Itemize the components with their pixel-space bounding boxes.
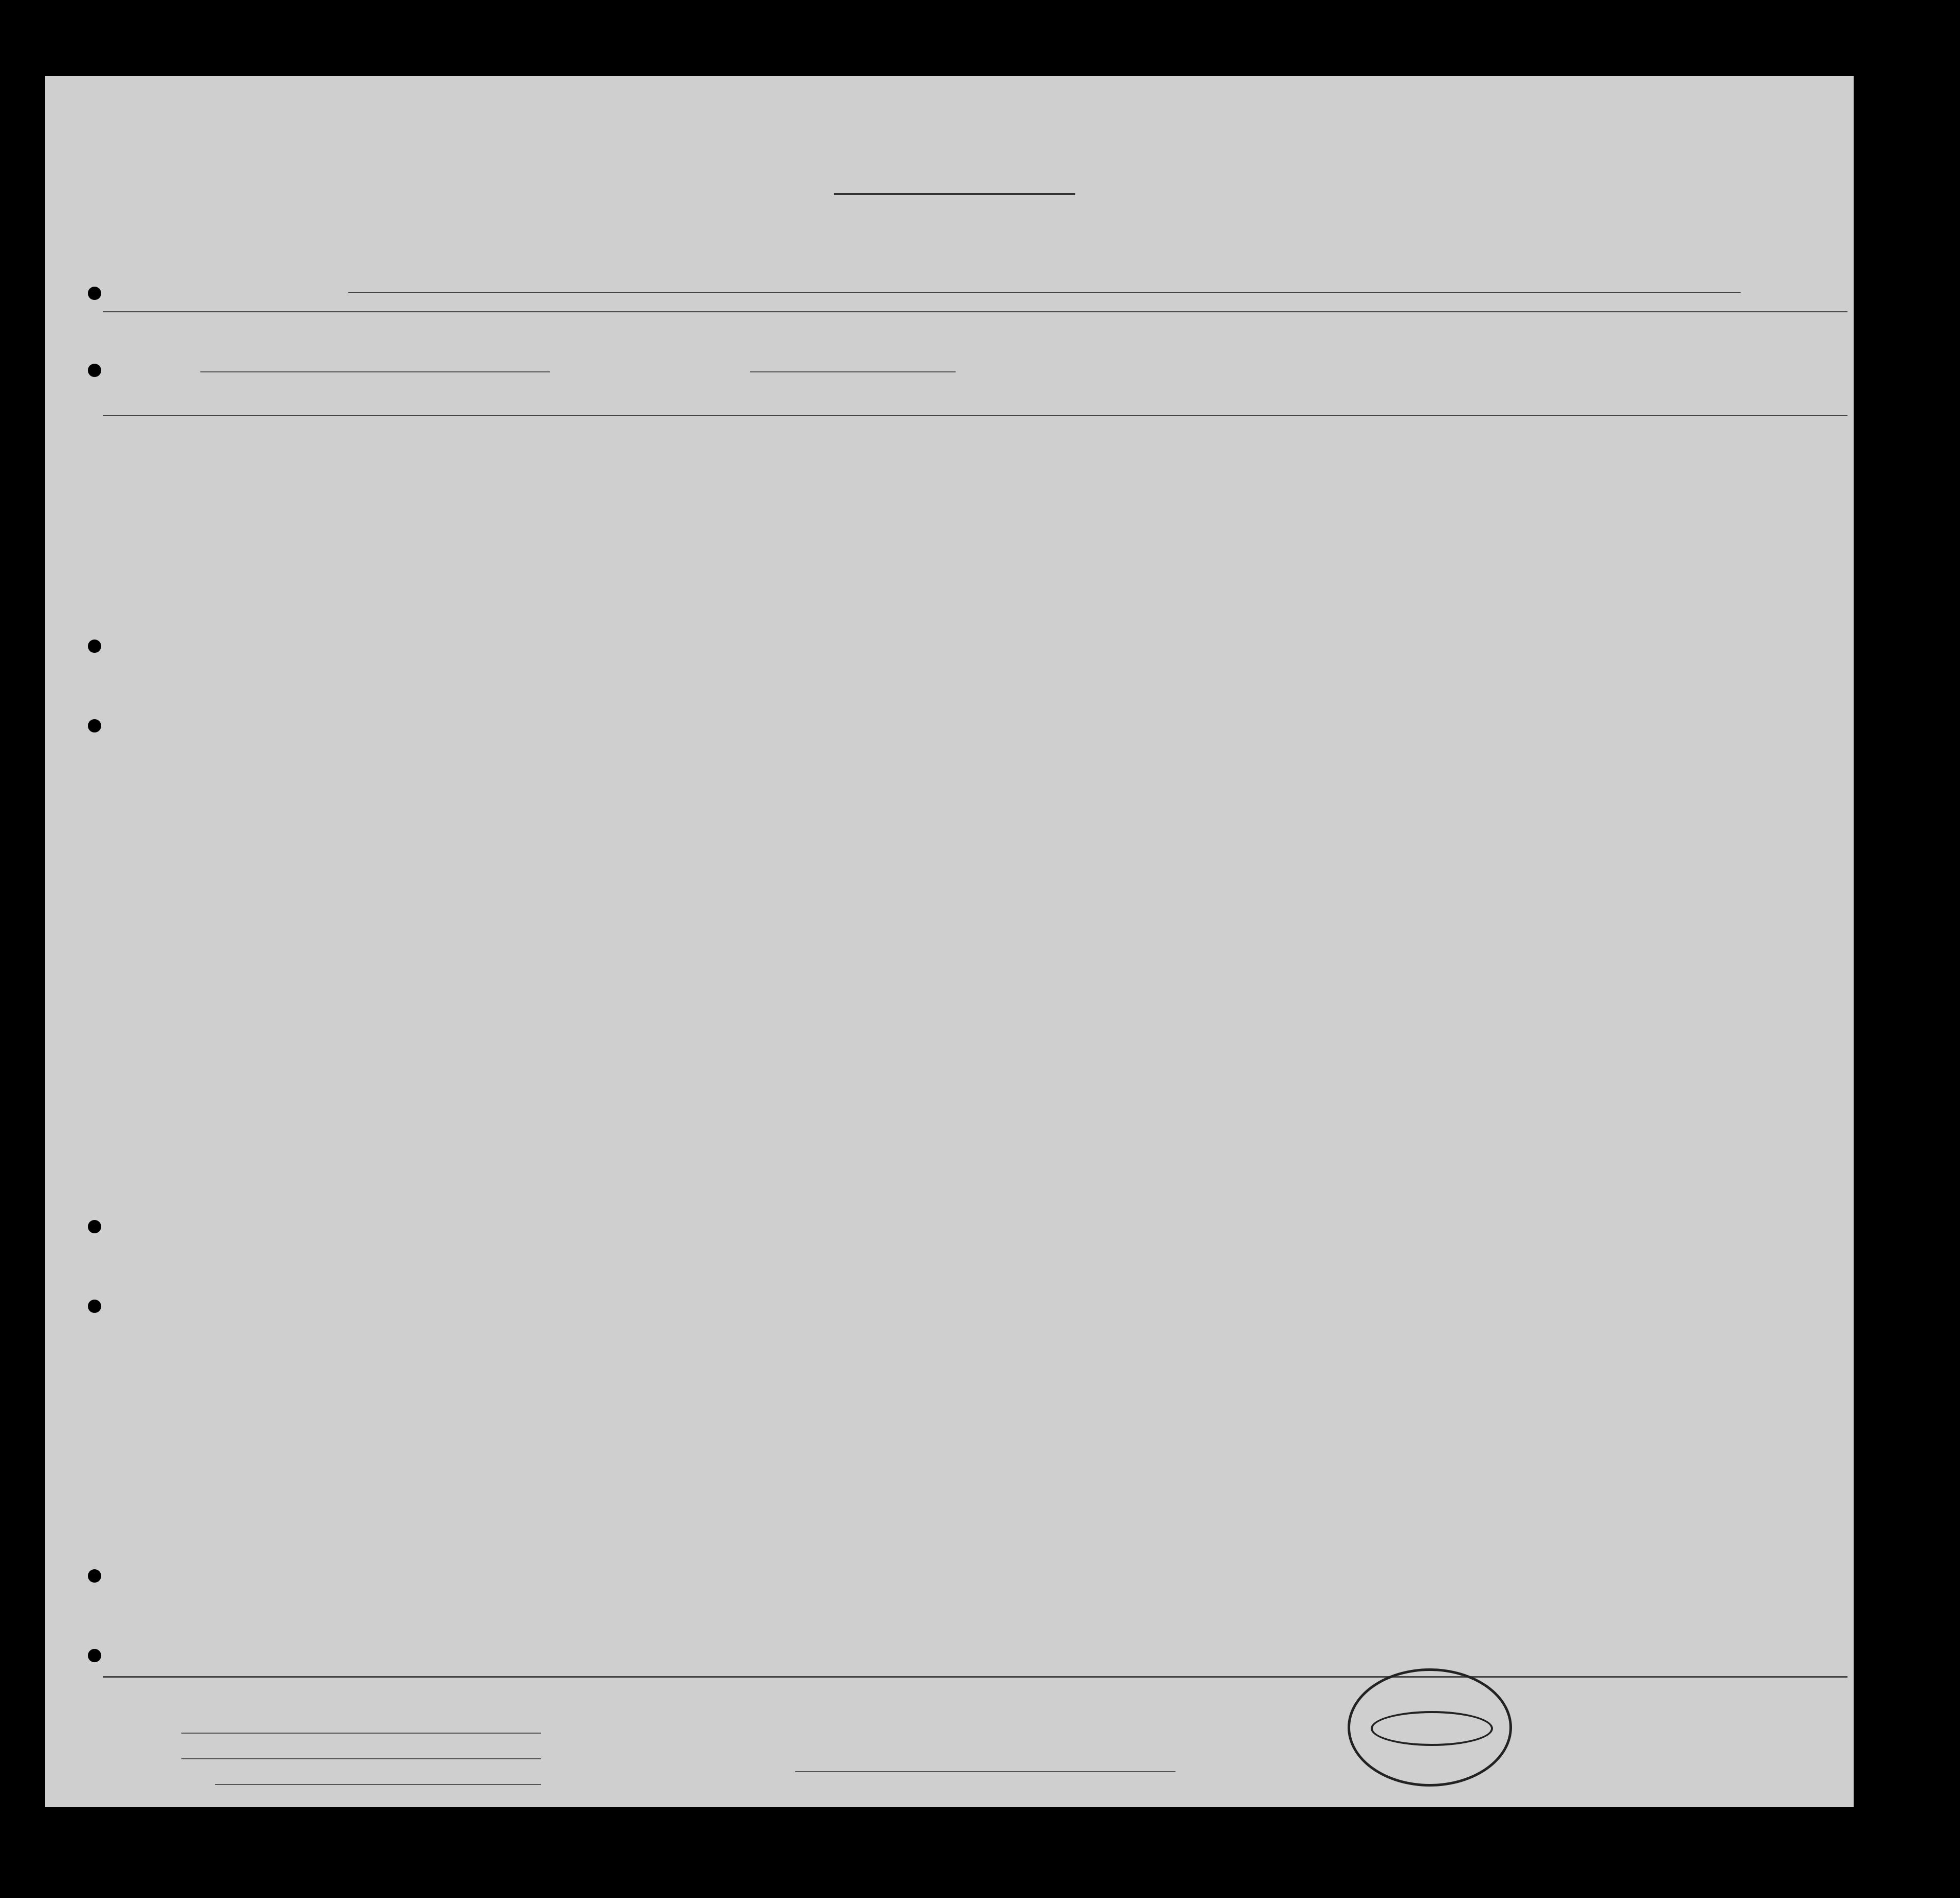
signature-rule — [795, 1771, 1175, 1772]
table-header-bottom-rule — [103, 415, 1847, 416]
binder-hole — [88, 719, 101, 732]
binder-hole — [88, 640, 101, 653]
binder-hole — [88, 364, 101, 377]
vessel-line-rule — [348, 292, 1741, 293]
binder-hole — [88, 287, 101, 300]
binder-hole — [88, 1569, 101, 1583]
binder-hole — [88, 1300, 101, 1313]
agents-rule — [215, 1784, 541, 1785]
owners-rule — [181, 1758, 541, 1759]
table-top-rule — [103, 311, 1847, 312]
binder-hole — [88, 1220, 101, 1233]
title-rule — [834, 193, 1075, 195]
stamp-inner-oval — [1371, 1711, 1493, 1746]
mm-office-stamp — [1348, 1668, 1512, 1787]
line-rule — [181, 1733, 541, 1734]
col-3-subrule — [200, 371, 550, 372]
manifest-sheet — [45, 76, 1854, 1807]
table-bottom-rule — [103, 1676, 1847, 1678]
col-6-subrule — [750, 371, 956, 372]
binder-hole — [88, 1649, 101, 1662]
